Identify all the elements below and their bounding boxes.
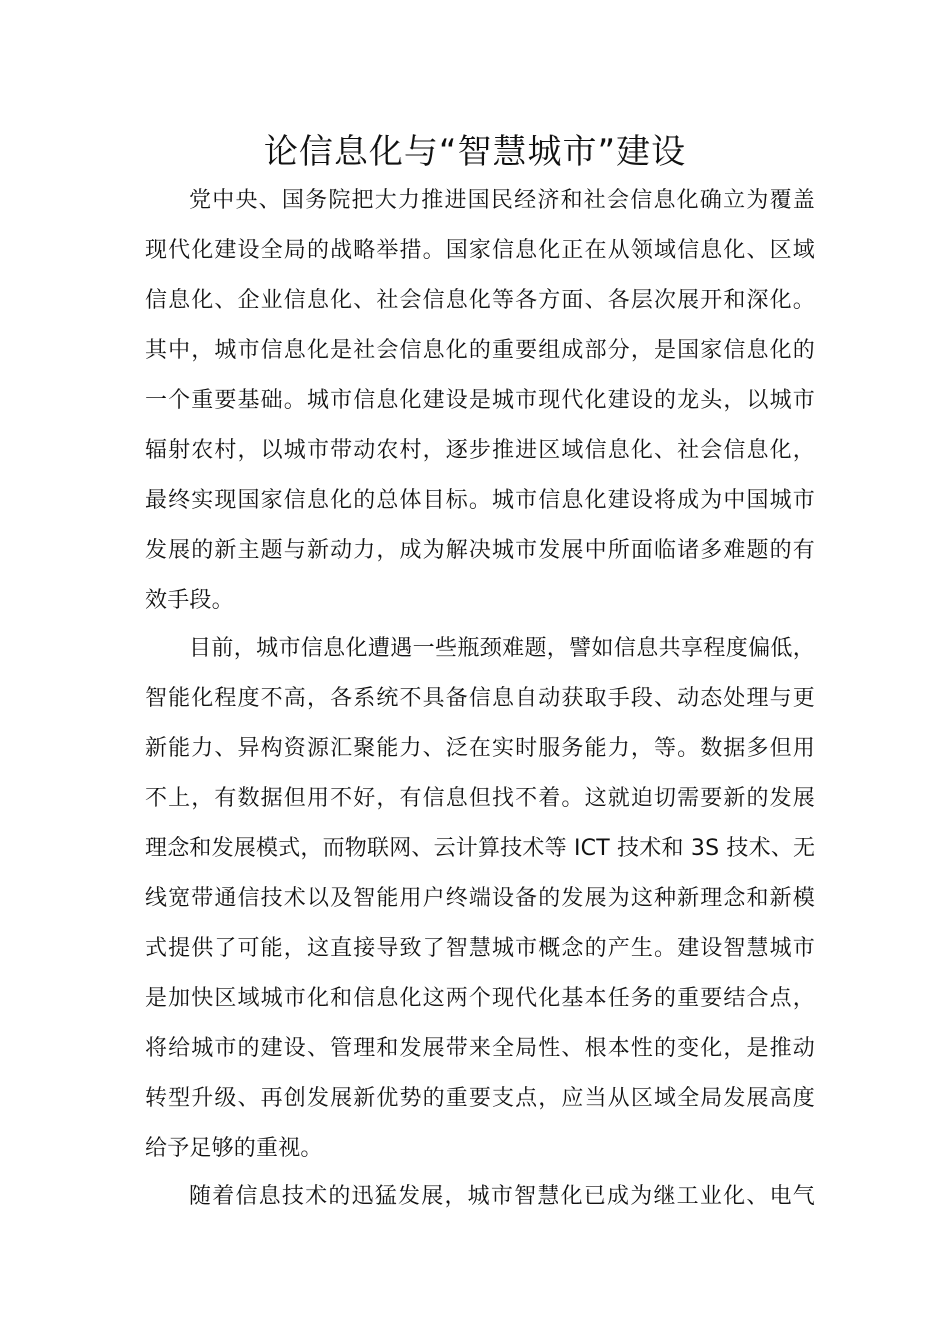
paragraph-line: 新能力、异构资源汇聚能力、泛在实时服务能力，等。数据多但用 (145, 736, 815, 761)
paragraph-line: 最终实现国家信息化的总体目标。城市信息化建设将成为中国城市 (145, 488, 815, 513)
paragraph-line: 辐射农村，以城市带动农村，逐步推进区域信息化、社会信息化， (145, 438, 815, 463)
paragraph-line: 一个重要基础。城市信息化建设是城市现代化建设的龙头，以城市 (145, 388, 815, 413)
paragraph-line: 党中央、国务院把大力推进国民经济和社会信息化确立为覆盖 (189, 188, 815, 213)
paragraph-2 (145, 624, 815, 1174)
paragraph-1 (145, 176, 815, 626)
paragraph-line: 不上，有数据但用不好，有信息但找不着。这就迫切需要新的发展 (145, 786, 815, 811)
paragraph-line: 将给城市的建设、管理和发展带来全局性、根本性的变化，是推动 (145, 1036, 815, 1061)
paragraph-line: 信息化、企业信息化、社会信息化等各方面、各层次展开和深化。 (145, 288, 815, 313)
paragraph-line: 是加快区域城市化和信息化这两个现代化基本任务的重要结合点， (145, 986, 815, 1011)
paragraph-line: 转型升级、再创发展新优势的重要支点，应当从区域全局发展高度 (145, 1086, 815, 1111)
paragraph-3 (145, 1172, 815, 1222)
paragraph-line: 现代化建设全局的战略举措。国家信息化正在从领域信息化、区域 (145, 238, 815, 263)
paragraph-line: 理念和发展模式，而物联网、云计算技术等 ICT 技术和 3S 技术、无 (145, 836, 816, 861)
document-title: 论信息化与“智慧城市”建设 (263, 132, 687, 172)
paragraph-line: 式提供了可能，这直接导致了智慧城市概念的产生。建设智慧城市 (145, 936, 815, 961)
paragraph-line: 智能化程度不高，各系统不具备信息自动获取手段、动态处理与更 (145, 686, 815, 711)
paragraph-line: 目前，城市信息化遭遇一些瓶颈难题，譬如信息共享程度偏低， (189, 636, 815, 661)
paragraph-line: 其中，城市信息化是社会信息化的重要组成部分，是国家信息化的 (145, 338, 815, 363)
paragraph-line: 效手段。 (145, 588, 234, 613)
paragraph-line: 线宽带通信技术以及智能用户终端设备的发展为这种新理念和新模 (145, 886, 815, 911)
paragraph-line: 发展的新主题与新动力，成为解决城市发展中所面临诸多难题的有 (145, 538, 815, 563)
paragraph-line: 给予足够的重视。 (145, 1136, 323, 1161)
paragraph-line: 随着信息技术的迅猛发展，城市智慧化已成为继工业化、电气 (189, 1184, 815, 1209)
